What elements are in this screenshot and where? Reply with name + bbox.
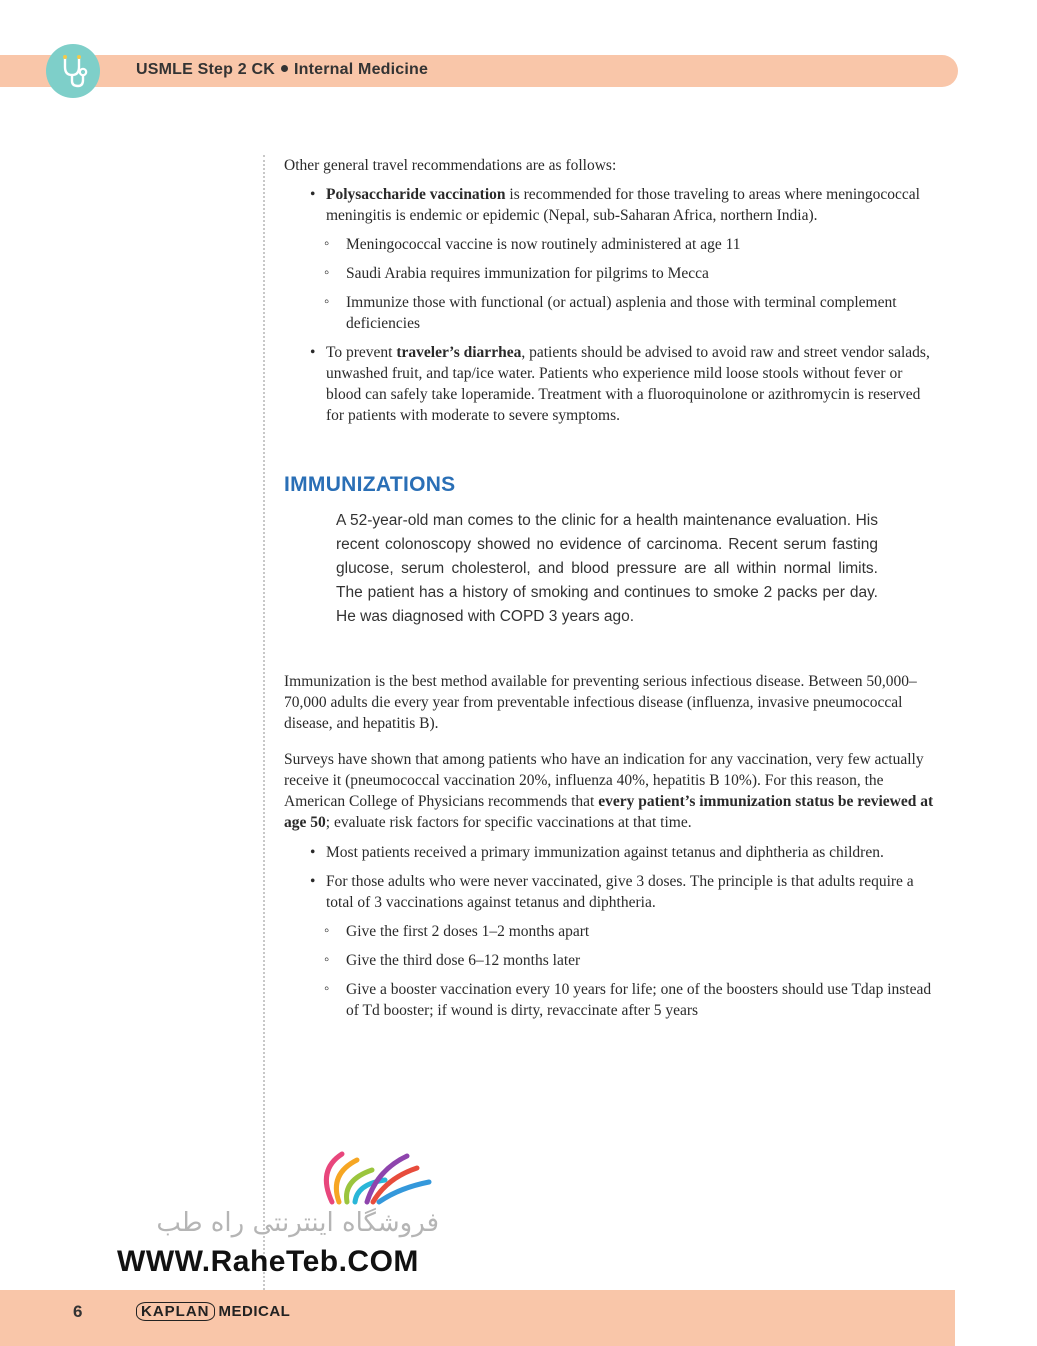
section-heading: IMMUNIZATIONS (284, 473, 456, 496)
bold-term: traveler’s diarrhea (396, 344, 522, 361)
meningococcal-sub-list (284, 234, 934, 334)
list-item: ◦ Immunize those with functional (or actual) asplenia and those with terminal complement deficiencies (284, 292, 934, 334)
watermark (117, 1150, 447, 1280)
bullet-text: , patients should be advised to avoid raw and street vendor salads, unwashed fruit, and tap/ice water. Patients who experience mild loose stools without fever or blood can safely take loperamide. Treatment with a fluoroquinolone or azithromycin is reserved for patients with moderate to severe symptoms. (326, 344, 930, 424)
paragraph-text: ; evaluate risk factors for specific vaccinations at that time. (325, 814, 692, 831)
watermark-persian: فروشگاه اینترنتی راه طب (156, 1208, 439, 1238)
book-title: USMLE Step 2 CK (136, 61, 276, 78)
page-number: 6 (73, 1302, 83, 1321)
immunization-paragraph-1: Immunization is the best method available for preventing serious infectious disease. Between 50,000–70,000 adults die every year from preventable infectious disease (influenza, invasive pneumococcal disease, and hepatitis B). (284, 673, 917, 732)
list-item: ◦ Give the third dose 6–12 months later (284, 950, 934, 971)
subject-title: Internal Medicine (294, 61, 429, 78)
tetanus-bullet-list (284, 842, 934, 913)
list-item: ◦ Give the first 2 doses 1–2 months apart (284, 921, 934, 942)
separator-dot (281, 65, 288, 72)
running-header (136, 61, 428, 79)
main-content (284, 155, 934, 1021)
bold-term: Polysaccharide vaccination (326, 186, 506, 203)
list-item (284, 184, 934, 226)
kaplan-wordmark: KAPLAN (136, 1302, 215, 1321)
list-item: ◦ Saudi Arabia requires immunization for pilgrims to Mecca (284, 263, 934, 284)
list-item: • For those adults who were never vaccinated, give 3 doses. The principle is that adults require a total of 3 vaccinations against tetanus and diphtheria. (284, 871, 934, 913)
travel-bullet-list (284, 184, 934, 226)
list-item: ◦ Meningococcal vaccine is now routinely administered at age 11 (284, 234, 934, 255)
bold-phrase: every patient’s immunization status be reviewed at age 50 (284, 793, 934, 831)
list-item (284, 342, 934, 426)
travel-intro: Other general travel recommendations are as follows: (284, 157, 617, 174)
tetanus-sub-list (284, 921, 934, 1021)
footer-brand-logo (136, 1303, 290, 1320)
medical-wordmark: MEDICAL (218, 1303, 291, 1320)
bullet-text: is recommended for those traveling to areas where meningococcal meningitis is endemic or epidemic (Nepal, sub-Saharan Africa, northern India). (326, 186, 920, 224)
list-item: • Most patients received a primary immunization against tetanus and diphtheria as children. (284, 842, 934, 863)
paragraph-text: Surveys have shown that among patients who have an indication for any vaccination, very few actually receive it (pneumococcal vaccination 20%, influenza 40%, hepatitis B 10%). For this reason, the American College of Physicians recommends that (284, 751, 924, 810)
clinical-case: A 52-year-old man comes to the clinic for a health maintenance evaluation. His recent colonoscopy showed no evidence of carcinoma. Recent serum fasting glucose, serum cholesterol, and blood pressure are all within normal limits. The patient has a history of smoking and continues to smoke 2 packs per day. He was diagnosed with COPD 3 years ago. (336, 512, 878, 625)
travel-bullet-list-2 (284, 342, 934, 426)
bullet-text: To prevent (326, 344, 397, 361)
stethoscope-icon (46, 44, 100, 98)
open-book-logo (117, 1150, 447, 1210)
list-item: ◦ Give a booster vaccination every 10 years for life; one of the boosters should use Tdap instead of Td booster; if wound is dirty, revaccinate after 5 years (284, 979, 934, 1021)
immunization-paragraph-2 (284, 749, 934, 833)
watermark-url: WWW.RaheTeb.COM (117, 1245, 419, 1278)
margin-dotted-rule (263, 155, 265, 1290)
